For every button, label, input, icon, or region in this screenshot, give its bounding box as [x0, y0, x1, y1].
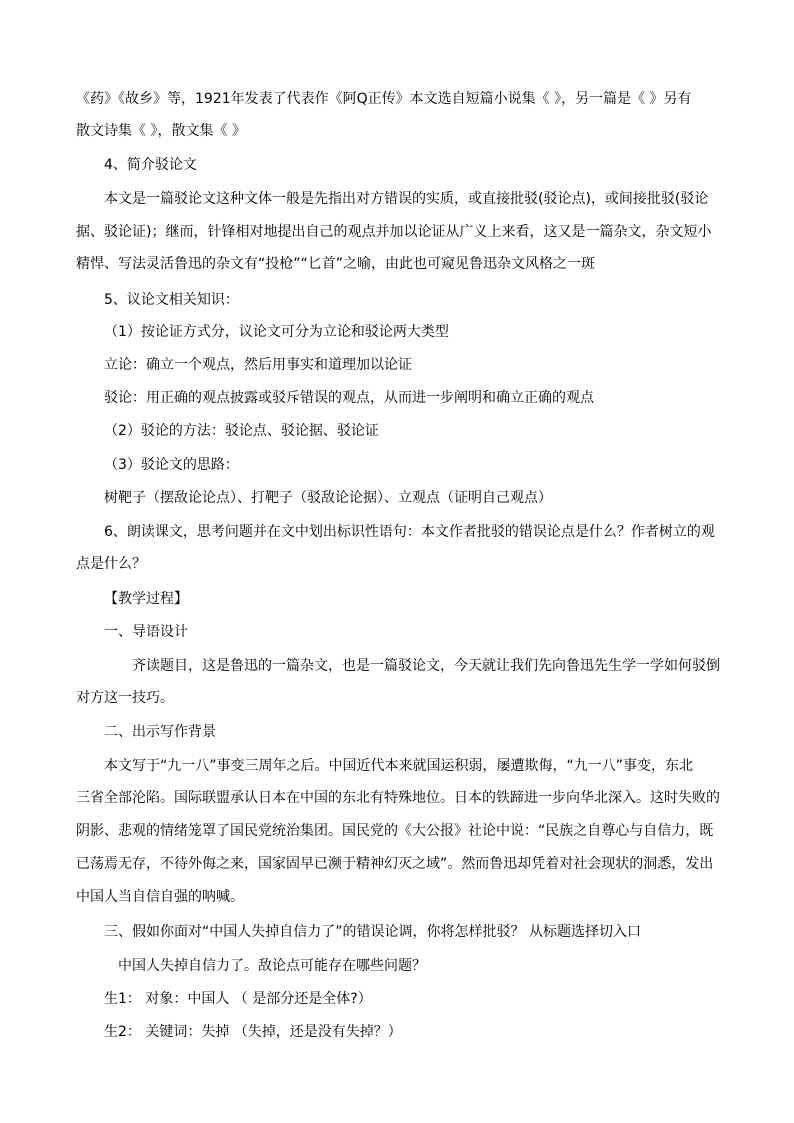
section-heading: 二、出示写作背景 — [104, 724, 216, 740]
text-line: 《药》《故乡》等，1921年发表了代表作《阿Q正传》本文选自短篇小说集《 》，另一篇是《 》另有 — [76, 91, 692, 107]
section-heading: 4、简介驳论文 — [104, 157, 197, 173]
text-line: 生1： 对象：中国人 （ 是部分还是全体?） — [104, 991, 372, 1007]
text-line: 生2： 关键词：失掉 （失掉，还是没有失掉？） — [104, 1024, 402, 1040]
text-line: 6、朗读课文，思考问题并在文中划出标识性语句：本文作者批驳的错误论点是什么？作者树立的观 — [104, 524, 715, 540]
text-line: 本文是一篇驳论文这种文体一般是先指出对方错误的实质，或直接批驳(驳论点)，或间接批驳(驳论 — [104, 191, 709, 207]
text-line: 阴影、悲观的情绪笼罩了国民党统治集团。国民党的《大公报》社论中说：“民族之自尊心与自信力，既 — [76, 823, 714, 839]
section-heading: 5、议论文相关知识： — [104, 292, 239, 308]
text-line: 齐读题目，这是鲁迅的一篇杂文，也是一篇驳论文，今天就让我们先向鲁迅先生学一学如何驳倒 — [132, 658, 720, 674]
text-line: 三省全部沦陷。国际联盟承认日本在中国的东北有特殊地位。日本的铁蹄进一步向华北深入。这时失败的 — [76, 790, 720, 806]
text-line: 据、驳论证)；继而，针锋相对地提出自己的观点并加以论证从广义上来看，这又是一篇杂文，杂文短小 — [76, 224, 712, 240]
text-line: 点是什么？ — [76, 556, 146, 572]
section-heading: 【教学过程】 — [104, 591, 188, 607]
text-line: 散文诗集《 》，散文集《 》 — [76, 123, 246, 139]
section-heading: 三、假如你面对“中国人失掉自信力了”的错误论调，你将怎样批驳？ 从标题选择切入口 — [104, 924, 641, 940]
text-line: （1）按论证方式分，议论文可分为立论和驳论两大类型 — [104, 324, 449, 340]
text-line: 立论：确立一个观点，然后用事实和道理加以论证 — [104, 357, 412, 373]
text-line: 已荡焉无存，不待外侮之来，国家固早已濒于精神幻灭之域”。然而鲁迅却凭着对社会现状的洞悉，发出 — [76, 856, 714, 872]
text-line: 驳论：用正确的观点披露或驳斥错误的观点，从而进一步阐明和确立正确的观点 — [104, 390, 594, 406]
text-line: 对方这一技巧。 — [76, 690, 174, 706]
text-line: 中国人当自信自强的呐喊。 — [76, 889, 244, 905]
text-line: 中国人失掉自信力了。敌论点可能存在哪些问题？ — [118, 958, 426, 974]
section-heading: 一、导语设计 — [104, 624, 188, 640]
text-line: （3）驳论文的思路： — [104, 457, 239, 473]
text-line: 本文写于“九一八”事变三周年之后。中国近代本来就国运积弱，屡遭欺侮，“九一八”事变，东北 — [104, 758, 694, 774]
text-line: （2）驳论的方法：驳论点、驳论据、驳论证 — [104, 423, 379, 439]
text-line: 精悍、写法灵活鲁迅的杂文有“投枪”“匕首”之喻，由此也可窥见鲁迅杂文风格之一斑 — [76, 256, 596, 272]
text-line: 树靶子（摆敌论论点）、打靶子（驳敌论论据）、立观点（证明自己观点） — [104, 490, 552, 506]
